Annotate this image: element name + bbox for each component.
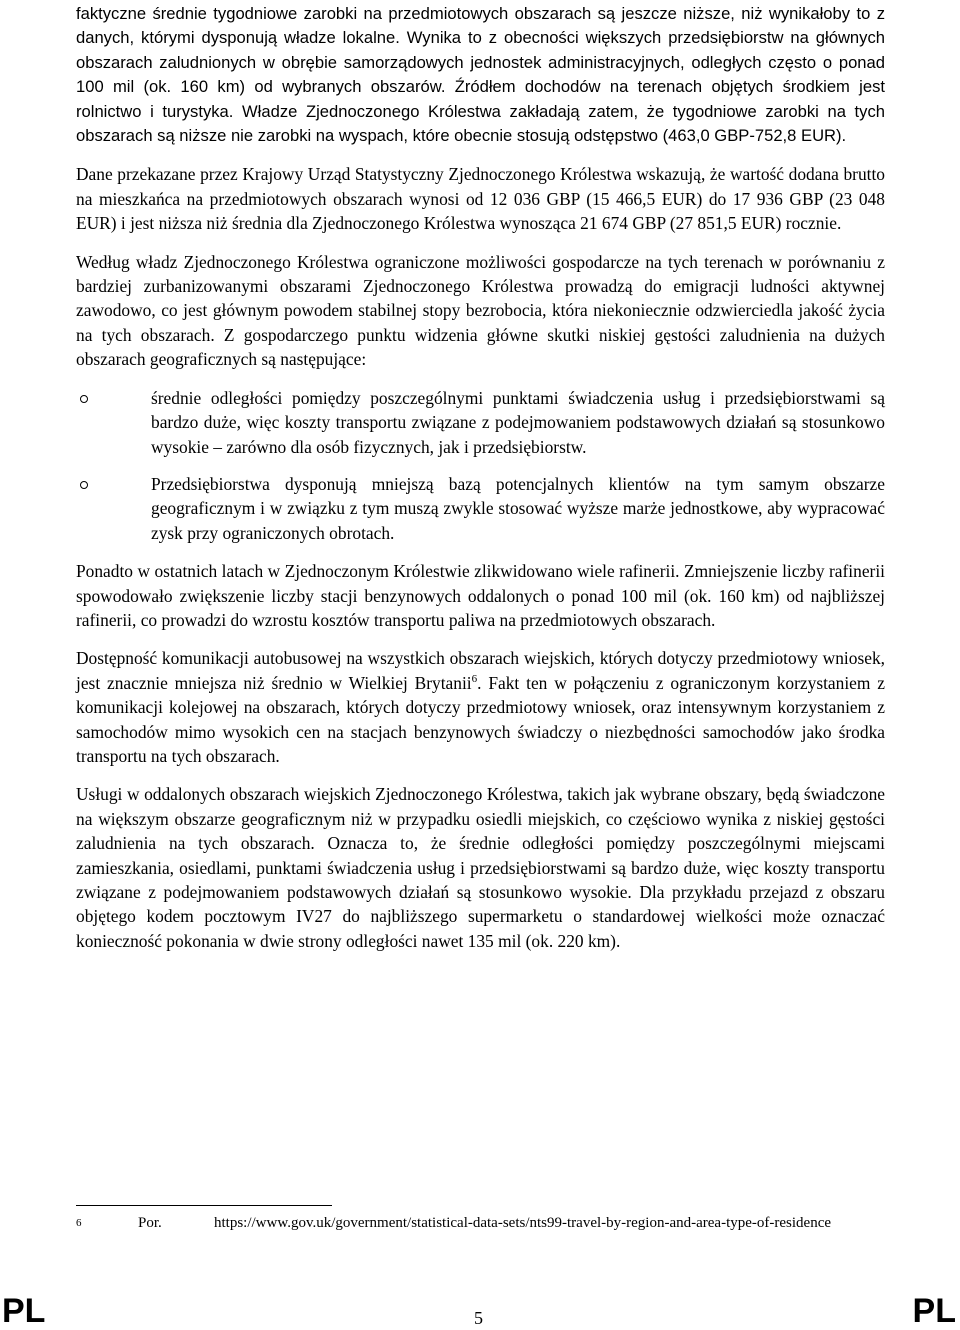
list-item-text: Przedsiębiorstwa dysponują mniejszą bazą potencjalnych klientów na tym samym obszarze geograficznym i w związku z tym muszą zwykle stosować wyższe marże jednostkowe, aby wypracować zysk przy ograniczonych obrotach.: [151, 473, 885, 543]
effects-list: [76, 386, 885, 545]
bullet-icon: [80, 395, 88, 403]
bullet-icon: [80, 481, 88, 489]
footnote-link[interactable]: https://www.gov.uk/government/statistical-data-sets/nts99-travel-by-region-and-area-type-of-residence: [214, 1215, 832, 1231]
language-code-right: PL: [912, 1292, 956, 1330]
language-code-left: PL: [2, 1292, 46, 1330]
document-body: [76, 0, 885, 967]
list-item: [76, 386, 885, 459]
footnote-separator: [76, 1205, 332, 1206]
footnote-reference[interactable]: 6: [471, 672, 478, 685]
footnote-label: Por.: [138, 1215, 162, 1231]
paragraph-bus: [76, 646, 885, 768]
paragraph-gva: Dane przekazane przez Krajowy Urząd Statystyczny Zjednoczonego Królestwa wskazują, że wartość dodana brutto na mieszkańca na przedmiotowych obszarach wynosi od 12 036 GBP (15 466,5 EUR) do 17 936 GBP (23 048 EUR) i jest niższa niż średnia dla Zjednoczonego Królestwa wynosząca 21 674 GBP (27 851,5 EUR) rocznie.: [76, 164, 885, 234]
paragraph-services: Usługi w oddalonych obszarach wiejskich Zjednoczonego Królestwa, takich jak wybrane obszary, będą świadczone na większym obszarze geograficznym niż w przypadku osiedli miejskich, co częściowo wynika z niskiej gęstości zaludnienia na tych obszarach. Oznacza to, że średnie odległości pomiędzy poszczególnymi miejscami zamieszkania, osiedlami, punktami świadczenia usług i przedsiębiorstwami są bardzo duże, więc koszty transportu związane z podejmowaniem podstawowych działań są stosunkowo wysokie. Dla przykładu przejazd z obszaru objętego kodem pocztowym IV27 do najbliższego supermarketu o standardowej wielkości może oznaczać konieczność pokonania w dwie strony odległości nawet 135 mil (ok. 220 km).: [76, 784, 885, 951]
page-number: 5: [474, 1308, 483, 1328]
paragraph-refineries: Ponadto w ostatnich latach w Zjednoczonym Królestwie zlikwidowano wiele rafinerii. Zmniejszenie liczby rafinerii spowodowało zwiększenie liczby stacji benzynowych oddalonych o ponad 100 mil (ok. 160 km) od najbliższej rafinerii, co prowadzi do wzrostu kosztów transportu paliwa na przedmiotowych obszarach.: [76, 561, 885, 630]
paragraph-economic-effects: Według władz Zjednoczonego Królestwa ograniczone możliwości gospodarcze na tych terenach w porównaniu z bardziej zurbanizowanymi obszarami Zjednoczonego Królestwa prowadzą do emigracji ludności aktywnej zawodowo, co jest głównym powodem stabilnej stopy bezrobocia, która niekoniecznie odzwierciedla jakość życia na tych obszarach. Z gospodarczego punktu widzenia główne skutki niskiej gęstości zaludnienia na dużych obszarach geograficznych są następujące:: [76, 251, 885, 370]
footnote-number: 6: [76, 1217, 82, 1229]
paragraph-earnings: faktyczne średnie tygodniowe zarobki na przedmiotowych obszarach są jeszcze niższe, niż wynikałoby to z danych, którymi dysponują władze lokalne. Wynika to z obecności większych przedsiębiorstw na głównych obszarach zaludnionych w obrębie samorządowych jednostek administracyjnych, odległych często o ponad 100 mil (ok. 160 km) od wybranych obszarów. Źródłem dochodów na terenach objętych środkiem jest rolnictwo i turystyka. Władze Zjednoczonego Królestwa zakładają zatem, że tygodniowe zarobki na tych obszarach są niższe nie zarobki na wyspach, które obecnie stosują odstępstwo (463,0 GBP-752,8 EUR).: [76, 4, 885, 146]
footnote-text: [138, 1212, 885, 1234]
list-item-text: średnie odległości pomiędzy poszczególnymi punktami świadczenia usług i przedsiębiorstwami są bardzo duże, więc koszty transportu związane z podejmowaniem podstawowych działań są stosunkowo wysokie – zarówno dla osób fizycznych, jak i przedsiębiorstw.: [151, 387, 885, 457]
paragraph-bus-text-end: . Fakt ten w połączeniu z ograniczonym korzystaniem z komunikacji kolejowej na obszarach, których dotyczy przedmiotowy wniosek, oraz intensywnym korzystaniem z samochodów mimo wysokich cen na stacjach benzynowych świadczy o niezbędności samochodów jako środka transportu na tych obszarach.: [76, 672, 885, 766]
footnote: [76, 1212, 885, 1234]
list-item: [76, 472, 885, 545]
paragraph-bus-text-start: Dostępność komunikacji autobusowej na wszystkich obszarach wiejskich, których dotyczy przedmiotowy wniosek, jest znacznie mniejsza niż średnio w Wielkiej Brytanii: [76, 648, 885, 693]
